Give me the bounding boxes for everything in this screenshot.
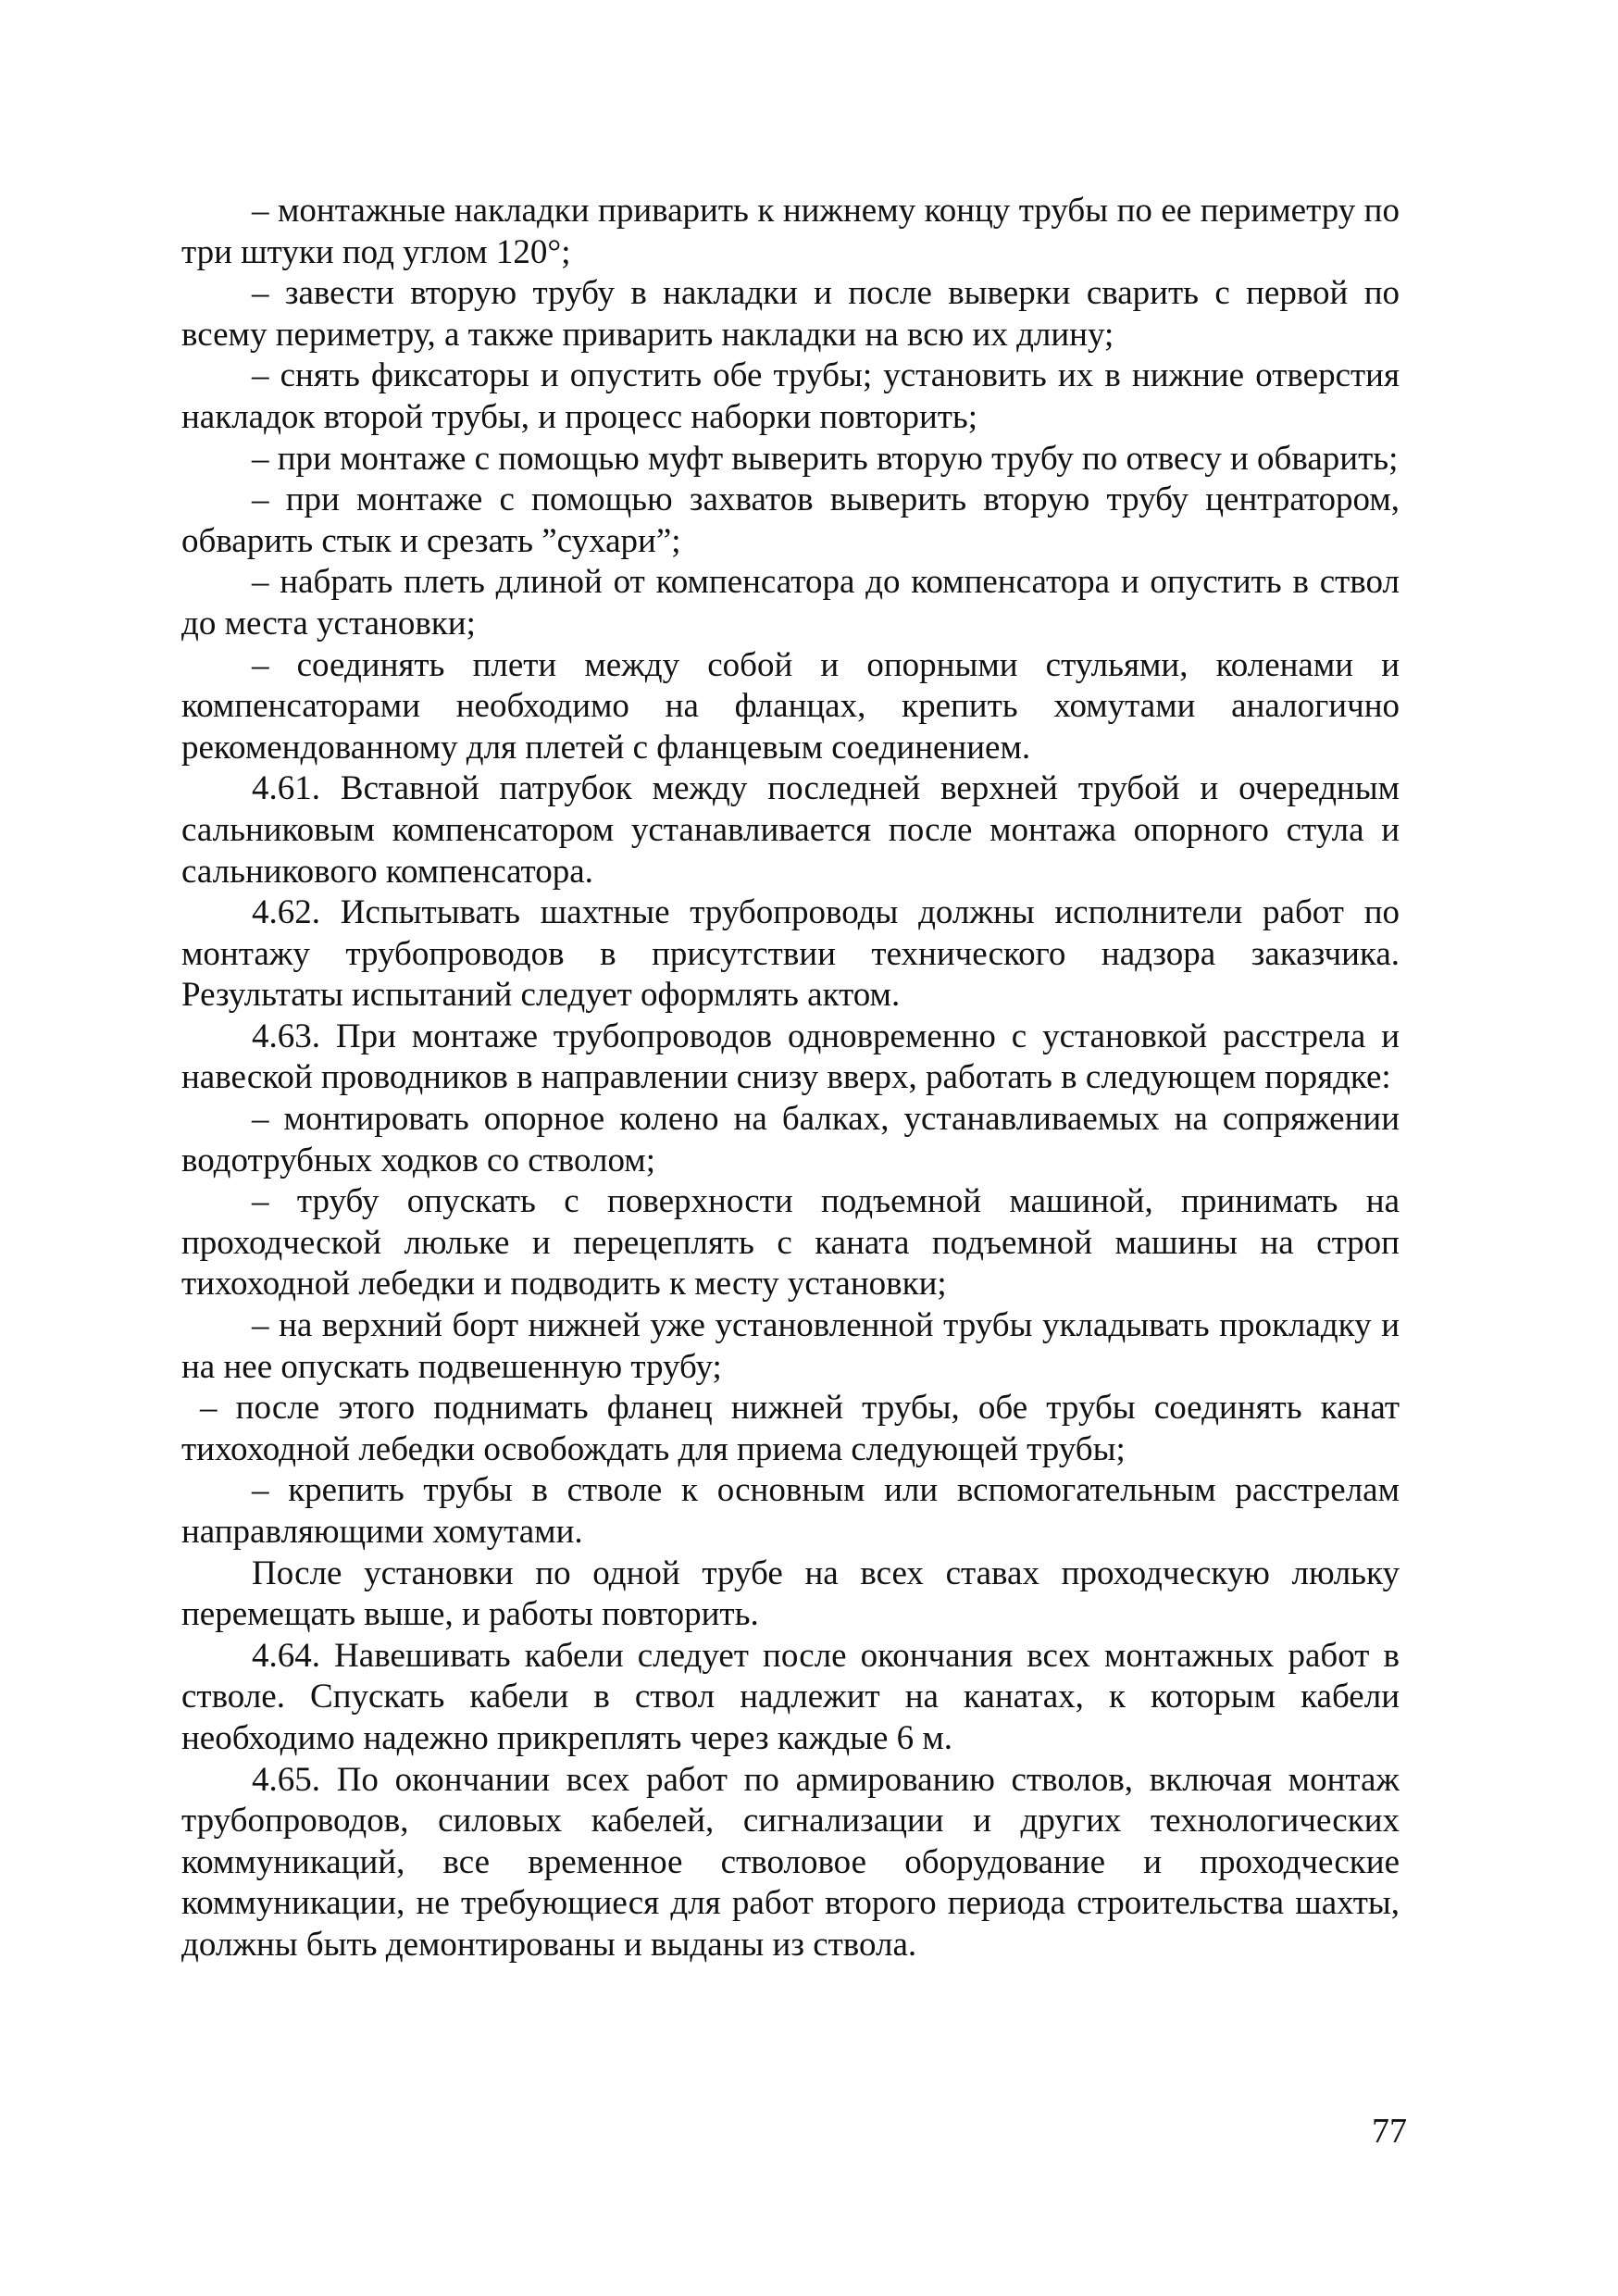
paragraph-4-61: 4.61. Вставной патрубок между последней верхней трубой и очередным сальниковым компенсатором устанавливается после монтажа опорного стула и сальникового компенсатора.: [181, 769, 1400, 891]
page-number: 77: [1372, 2112, 1407, 2151]
list-item-raise-flange: – после этого поднимать фланец нижней трубы, обе трубы соединять канат тихоходной лебедки освобождать для приема следующей трубы;: [181, 1389, 1400, 1468]
list-item-lower-pipe: – трубу опускать с поверхности подъемной машиной, принимать на проходческой люльке и перецеплять с каната подъемной машины на строп тихоходной лебедки и подводить к месту установки;: [181, 1182, 1400, 1304]
list-item-grips: – при монтаже с помощью захватов выверить вторую трубу центратором, обварить стык и срезать ”сухари”;: [181, 480, 1400, 560]
paragraph-4-65: 4.65. По окончании всех работ по армированию стволов, включая монтаж трубопроводов, силовых кабелей, сигнализации и других технологических коммуникаций, все временное стволовое оборудование и проходческие коммуникации, не требующиеся для работ второго периода строительства шахты, должны быть демонтированы и выданы из ствола.: [181, 1760, 1400, 1964]
body-text: [181, 191, 1400, 1966]
list-item-welding-overlays: – монтажные накладки приварить к нижнему концу трубы по ее периметру по три штуки под углом 120°;: [181, 192, 1400, 271]
list-item-gasket: – на верхний борт нижней уже установленной трубы укладывать прокладку и на нее опускать подвешенную трубу;: [181, 1306, 1400, 1386]
paragraph-4-64: 4.64. Навешивать кабели следует после окончания всех монтажных работ в стволе. Спускать кабели в ствол надлежит на канатах, к которым кабели необходимо надежно прикреплять через каждые 6 м.: [181, 1636, 1400, 1757]
list-item-fasten-pipes: – крепить трубы в стволе к основным или вспомогательным расстрелам направляющими хомутами.: [181, 1471, 1400, 1551]
paragraph-after-installation: После установки по одной трубе на всех ставах проходческую люльку перемещать выше, и работы повторить.: [181, 1554, 1400, 1634]
paragraph-4-63: 4.63. При монтаже трубопроводов одновременно с установкой расстрела и навеской проводников в направлении снизу вверх, работать в следующем порядке:: [181, 1017, 1400, 1097]
list-item-remove-clamps: – снять фиксаторы и опустить обе трубы; установить их в нижние отверстия накладок второй трубы, и процесс наборки повторить;: [181, 356, 1400, 436]
list-item-assemble-string: – набрать плеть длиной от компенсатора до компенсатора и опустить в ствол до места установки;: [181, 563, 1400, 643]
list-item-couplings: – при монтаже с помощью муфт выверить вторую трубу по отвесу и обварить;: [252, 439, 1399, 478]
list-item-second-pipe: – завести вторую трубу в накладки и после выверки сварить с первой по всему периметру, а также приварить накладки на всю их длину;: [181, 274, 1400, 354]
list-item-connect-strings: – соединять плети между собой и опорными стульями, коленами и компенсаторами необходимо на фланцах, крепить хомутами аналогично рекомендованному для плетей с фланцевым соединением.: [181, 645, 1400, 767]
paragraph-4-62: 4.62. Испытывать шахтные трубопроводы должны исполнители работ по монтажу трубопроводов в присутствии технического надзора заказчика. Результаты испытаний следует оформлять актом.: [181, 893, 1400, 1015]
list-item-support-elbow: – монтировать опорное колено на балках, устанавливаемых на сопряжении водотрубных ходков со стволом;: [181, 1100, 1400, 1179]
